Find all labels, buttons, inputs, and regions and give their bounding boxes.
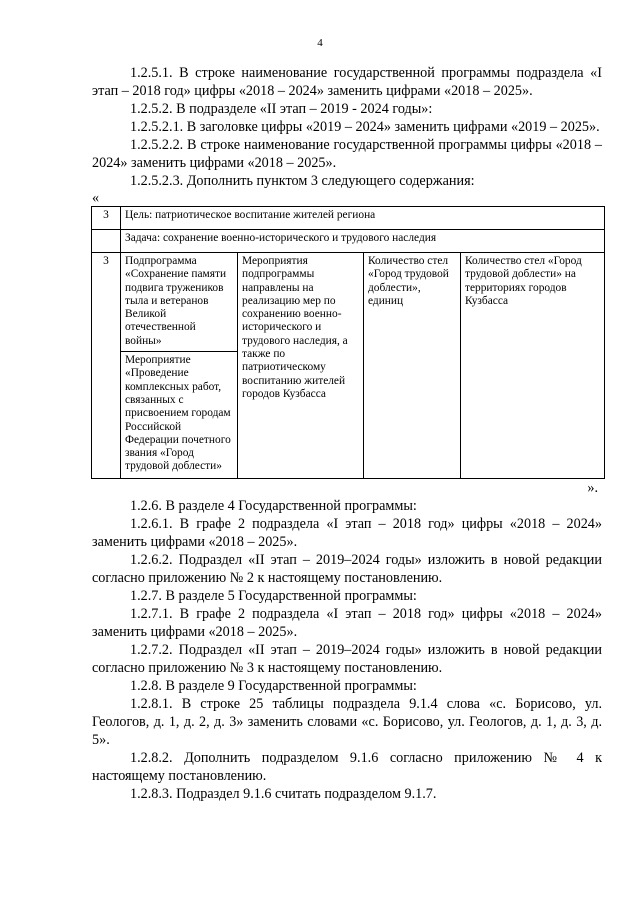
task-text: Задача: сохранение военно-исторического и трудового наследия xyxy=(121,230,605,253)
subprogram-name: Подпрограмма «Сохранение памяти подвига тружеников тыла и ветеранов Великой отечественной войны» xyxy=(125,255,227,347)
subprogram-number: 3 xyxy=(92,253,121,479)
paragraph-1-2-8-2: 1.2.8.2. Дополнить подразделом 9.1.6 согласно приложению № 4 к настоящему постановлению. xyxy=(92,749,602,784)
document-body xyxy=(92,64,602,803)
subprogram-cell xyxy=(121,253,238,479)
paragraph-1-2-6-1: 1.2.6.1. В графе 2 подраздела «I этап – 2018 год» цифры «2018 – 2024» заменить цифрами «2018 – 2025». xyxy=(92,515,602,550)
paragraph-1-2-8-1: 1.2.8.1. В строке 25 таблицы подраздела 9.1.4 слова «с. Борисово, ул. Геологов, д. 1, д. 2, д. 3» заменить словами «с. Борисово, ул. Геологов, д. 1, д. 3, д. 5». xyxy=(92,695,602,748)
quote-open-mark: « xyxy=(92,190,100,206)
paragraph-1-2-5-2: 1.2.5.2. В подразделе «II этап – 2019 - 2024 годы»: xyxy=(130,101,433,117)
paragraph-1-2-5-1: 1.2.5.1. В строке наименование государственной программы подраздела «I этап – 2018 год» цифры «2018 – 2024» заменить цифрами «2018 – 2025». xyxy=(92,65,602,99)
page-number: 4 xyxy=(317,37,323,49)
description-cell: Мероприятия подпрограммы направлены на реализацию мер по сохранению военно-исторического и трудового наследия, а также по патриотическому воспитанию жителей городов Кузбасса xyxy=(238,253,364,479)
indicator-cell: Количество стел «Город трудовой доблести», единиц xyxy=(364,253,461,479)
paragraph-1-2-7-1: 1.2.7.1. В графе 2 подраздела «I этап – 2018 год» цифры «2018 – 2024» заменить цифрами «2018 – 2025». xyxy=(92,605,602,640)
table-row-task xyxy=(92,230,605,253)
paragraph-1-2-6-2: 1.2.6.2. Подраздел «II этап – 2019–2024 годы» изложить в новой редакции согласно приложению № 2 к настоящему постановлению. xyxy=(92,551,602,586)
paragraph-1-2-6: 1.2.6. В разделе 4 Государственной программы: xyxy=(130,497,417,514)
task-number-empty xyxy=(92,230,121,253)
indicator-full-cell: Количество стел «Город трудовой доблести» на территориях городов Кузбасса xyxy=(461,253,605,479)
goal-number: 3 xyxy=(92,207,121,230)
table-row-subprogram xyxy=(92,253,605,479)
event-name: Мероприятие «Проведение комплексных работ, связанных с присвоением городам Российской Федерации почетного звания «Город трудовой доблести» xyxy=(121,351,237,474)
paragraph-1-2-5-2-1: 1.2.5.2.1. В заголовке цифры «2019 – 2024» заменить цифрами «2019 – 2025». xyxy=(130,119,600,135)
paragraph-1-2-8-3: 1.2.8.3. Подраздел 9.1.6 считать подразделом 9.1.7. xyxy=(130,785,437,802)
paragraph-1-2-7-2: 1.2.7.2. Подраздел «II этап – 2019–2024 годы» изложить в новой редакции согласно приложению № 3 к настоящему постановлению. xyxy=(92,641,602,676)
paragraph-1-2-7: 1.2.7. В разделе 5 Государственной программы: xyxy=(130,587,417,604)
paragraph-1-2-5-2-3: 1.2.5.2.3. Дополнить пунктом 3 следующего содержания: xyxy=(130,173,475,189)
paragraph-1-2-8: 1.2.8. В разделе 9 Государственной программы: xyxy=(130,677,417,694)
quote-close-mark: ». xyxy=(587,479,598,496)
table-row-goal xyxy=(92,207,605,230)
goal-text: Цель: патриотическое воспитание жителей региона xyxy=(121,207,605,230)
program-table xyxy=(91,206,605,479)
paragraph-1-2-5-2-2: 1.2.5.2.2. В строке наименование государственной программы цифры «2018 – 2024» заменить цифрами «2018 – 2025». xyxy=(92,137,602,171)
